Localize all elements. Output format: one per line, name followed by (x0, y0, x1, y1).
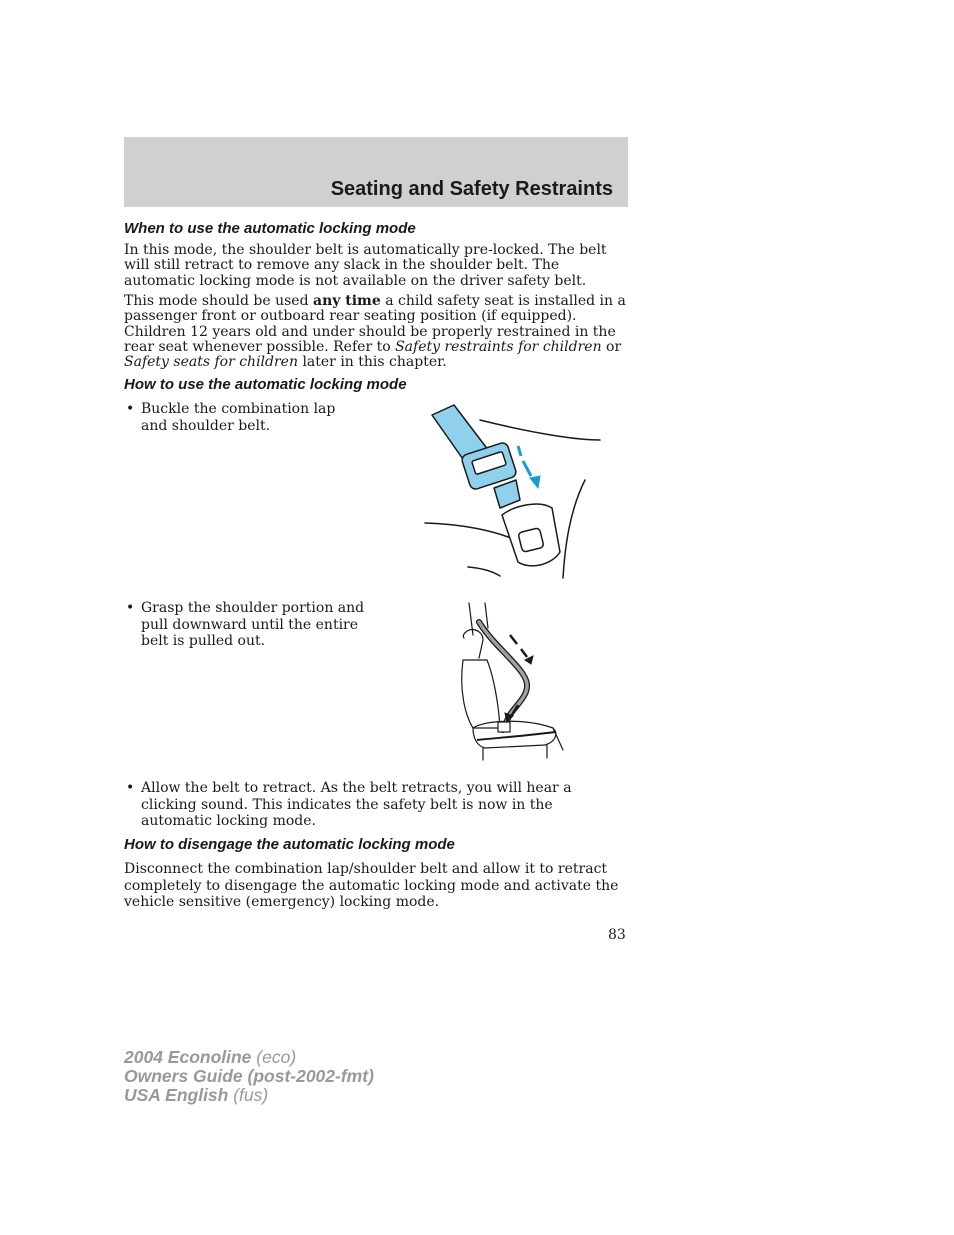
footer-language-code: (fus) (228, 1085, 269, 1105)
text-run: a child safety seat is installed in a passenger front or outboard rear seating position (if equipped). Children 12 years old and under should be properly restrained in the rear seat whenever possible. Refer to (124, 293, 626, 355)
text-run: This mode should be used (124, 293, 313, 309)
footer-line-3 (124, 1086, 374, 1105)
text-run: or (601, 338, 622, 355)
footer-line-2: Owners Guide (post-2002-fmt) (124, 1066, 374, 1086)
paragraph-disengage: Disconnect the combination lap/shoulder belt and allow it to retract completely to disengage the automatic locking mode and activate the vehicle sensitive (emergency) locking mode. (124, 861, 619, 910)
buckle-illustration (420, 400, 620, 590)
seat-back (462, 660, 500, 728)
downward-arrow-icon (518, 446, 540, 488)
reference-safety-restraints-children: Safety restraints for children (395, 338, 602, 355)
bullet-pull-belt-out: • Grasp the shoulder portion and pull downward until the entire belt is pulled out. (124, 600, 365, 650)
heading-how-to-disengage: How to disengage the automatic locking mode (124, 836, 455, 853)
heading-how-to-use: How to use the automatic locking mode (124, 376, 407, 393)
seat-cushion (473, 721, 556, 748)
paragraph-locking-mode-intro: In this mode, the shoulder belt is automatically pre-locked. The belt will still retract to remove any slack in the shoulder belt. The automatic locking mode is not available on the driver safety belt. (124, 242, 607, 289)
reference-safety-seats-children: Safety seats for children (124, 354, 298, 371)
footer-language: USA English (124, 1085, 229, 1105)
section-header-band (124, 137, 628, 207)
pull-direction-arrow-icon (505, 635, 533, 722)
paragraph-when-to-use (124, 294, 628, 370)
buckle-receiver (502, 504, 560, 566)
section-title: Seating and Safety Restraints (330, 178, 613, 200)
footer-line-1 (124, 1048, 374, 1067)
heading-when-to-use: When to use the automatic locking mode (124, 220, 416, 237)
emphasis-any-time: any time (313, 293, 381, 309)
document-footer (124, 1048, 374, 1105)
shoulder-belt (479, 622, 527, 730)
bullet-allow-retract: • Allow the belt to retract. As the belt retracts, you will hear a clicking sound. This indicates the safety belt is now in the automatic locking mode. (124, 780, 628, 830)
footer-model-code: (eco) (251, 1047, 297, 1067)
footer-model: 2004 Econoline (124, 1047, 252, 1067)
text-run: later in this chapter. (298, 354, 447, 371)
bullet-buckle-belt: • Buckle the combination lap and shoulder belt. (124, 401, 365, 434)
seat-belt-pull-illustration (455, 600, 575, 765)
page-number: 83 (608, 927, 626, 943)
